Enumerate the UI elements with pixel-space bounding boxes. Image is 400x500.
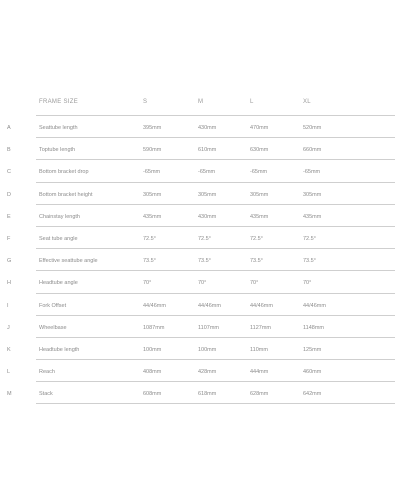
- table-row: [5, 294, 395, 316]
- table-row: [5, 338, 395, 360]
- row-letter: L: [7, 369, 11, 376]
- cell-size-m: 430mm: [198, 125, 217, 131]
- row-measurement-name: Fork Offset: [39, 302, 67, 309]
- cell-size-s: 590mm: [143, 147, 162, 154]
- cell-size-xl: 73.5°: [303, 258, 316, 265]
- geometry-table: [5, 93, 395, 404]
- row-letter: K: [7, 346, 11, 353]
- cell-size-xl: 642mm: [303, 391, 322, 398]
- cell-size-l: 444mm: [250, 369, 269, 376]
- row-letter: J: [7, 324, 10, 331]
- cell-size-m: 618mm: [198, 391, 217, 398]
- cell-size-xl: 520mm: [303, 125, 322, 131]
- row-measurement-name: Effective seattube angle: [39, 258, 98, 265]
- cell-size-s: 305mm: [143, 191, 162, 198]
- cell-size-s: 395mm: [143, 125, 162, 131]
- table-row: [5, 227, 395, 249]
- row-measurement-name: Headtube length: [39, 346, 80, 353]
- cell-size-m: 70°: [198, 280, 207, 287]
- cell-size-l: 110mm: [250, 346, 268, 353]
- table-row: [5, 205, 395, 227]
- cell-size-l: 73.5°: [250, 258, 263, 265]
- table-row: [5, 382, 395, 404]
- table-row: [5, 138, 395, 160]
- row-measurement-name: Headtube angle: [39, 280, 78, 287]
- cell-size-xl: 72.5°: [303, 235, 316, 242]
- row-letter: H: [7, 280, 11, 287]
- row-measurement-name: Reach: [39, 369, 55, 376]
- cell-size-l: 305mm: [250, 191, 269, 198]
- cell-size-s: 608mm: [143, 391, 162, 398]
- table-body: [5, 116, 395, 404]
- cell-size-s: 408mm: [143, 369, 162, 376]
- table-row: [5, 360, 395, 382]
- row-divider: [36, 403, 395, 404]
- cell-size-m: 428mm: [198, 369, 217, 376]
- row-letter: M: [7, 391, 12, 398]
- cell-size-l: 435mm: [250, 213, 269, 220]
- cell-size-xl: 125mm: [303, 346, 322, 353]
- cell-size-s: 100mm: [143, 346, 162, 353]
- cell-size-xl: 460mm: [303, 369, 322, 376]
- cell-size-xl: 305mm: [303, 191, 322, 198]
- table-row: [5, 316, 395, 338]
- cell-size-l: -65mm: [250, 169, 268, 176]
- table-row: [5, 271, 395, 293]
- row-letter: E: [7, 213, 11, 220]
- cell-size-s: 435mm: [143, 213, 162, 220]
- cell-size-m: -65mm: [198, 169, 216, 176]
- header-frame-size: FRAME SIZE: [39, 99, 79, 105]
- cell-size-xl: 70°: [303, 280, 312, 287]
- cell-size-l: 72.5°: [250, 235, 263, 242]
- header-size-m: M: [198, 99, 204, 105]
- cell-size-xl: 660mm: [303, 147, 322, 154]
- table-row: [5, 116, 395, 138]
- header-size-l: L: [250, 99, 254, 105]
- row-measurement-name: Seattube length: [39, 125, 78, 131]
- cell-size-l: 470mm: [250, 125, 269, 131]
- cell-size-m: 430mm: [198, 213, 217, 220]
- cell-size-s: 1087mm: [143, 324, 165, 331]
- cell-size-s: 70°: [143, 280, 152, 287]
- cell-size-s: -65mm: [143, 169, 161, 176]
- row-letter: A: [7, 125, 11, 131]
- cell-size-l: 1127mm: [250, 324, 271, 331]
- row-letter: F: [7, 235, 11, 242]
- row-letter: I: [7, 302, 9, 309]
- row-measurement-name: Toptube length: [39, 147, 76, 154]
- cell-size-l: 44/46mm: [250, 302, 273, 309]
- cell-size-s: 73.5°: [143, 258, 156, 265]
- cell-size-xl: -65mm: [303, 169, 321, 176]
- row-letter: C: [7, 169, 11, 176]
- table-header: [36, 93, 395, 116]
- cell-size-xl: 1148mm: [303, 324, 324, 331]
- cell-size-m: 1107mm: [198, 324, 219, 331]
- cell-size-l: 70°: [250, 280, 259, 287]
- cell-size-m: 610mm: [198, 147, 217, 154]
- cell-size-m: 73.5°: [198, 258, 211, 265]
- table-row: [5, 249, 395, 271]
- row-letter: B: [7, 147, 11, 154]
- row-measurement-name: Bottom bracket drop: [39, 169, 89, 176]
- row-letter: G: [7, 258, 12, 265]
- header-size-s: S: [143, 99, 148, 105]
- row-measurement-name: Seat tube angle: [39, 235, 78, 242]
- cell-size-s: 44/46mm: [143, 302, 166, 309]
- cell-size-m: 305mm: [198, 191, 217, 198]
- cell-size-m: 100mm: [198, 346, 217, 353]
- row-letter: D: [7, 191, 11, 198]
- row-measurement-name: Bottom bracket height: [39, 191, 93, 198]
- cell-size-l: 630mm: [250, 147, 269, 154]
- cell-size-l: 628mm: [250, 391, 269, 398]
- cell-size-s: 72.5°: [143, 235, 156, 242]
- cell-size-xl: 44/46mm: [303, 302, 326, 309]
- table-row: [5, 160, 395, 182]
- cell-size-m: 72.5°: [198, 235, 211, 242]
- table-row: [5, 183, 395, 205]
- row-measurement-name: Chainstay length: [39, 213, 80, 220]
- cell-size-xl: 435mm: [303, 213, 322, 220]
- row-measurement-name: Stack: [39, 391, 53, 398]
- row-measurement-name: Wheelbase: [39, 324, 67, 331]
- header-size-xl: XL: [303, 99, 311, 105]
- cell-size-m: 44/46mm: [198, 302, 221, 309]
